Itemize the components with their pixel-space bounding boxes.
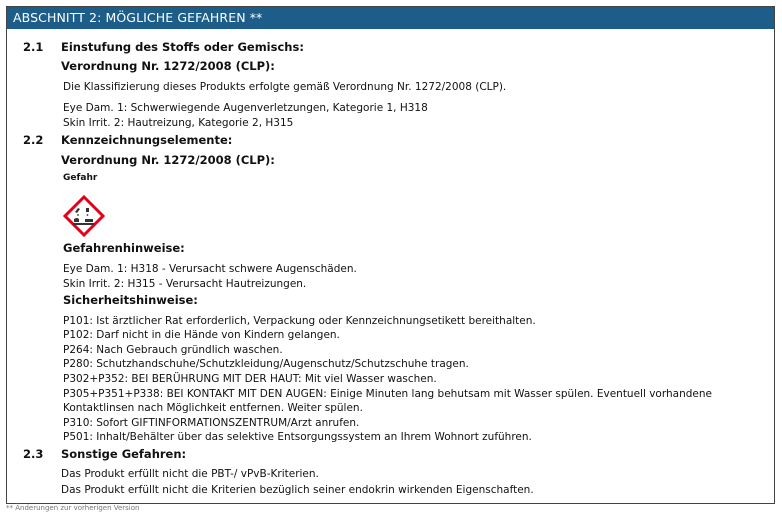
section-title: ABSCHNITT 2: MÖGLICHE GEFAHREN ** (13, 10, 263, 25)
section-header (7, 7, 774, 29)
classification-item: Skin Irrit. 2: Hautreizung, Kategorie 2, H315 (63, 117, 294, 129)
clp-regulation-label: Verordnung Nr. 1272/2008 (CLP): (61, 153, 275, 167)
section-number-2-1: 2.1 (23, 40, 44, 54)
precautionary-statement: P264: Nach Gebrauch gründlich waschen. (63, 344, 283, 356)
precautionary-statement: P302+P352: BEI BERÜHRUNG MIT DER HAUT: Mit viel Wasser waschen. (63, 373, 437, 385)
precautionary-statement: P305+P351+P338: BEI KONTAKT MIT DEN AUGEN: Einige Minuten lang behutsam mit Wasser spülen. Eventuell vorhandene (63, 388, 712, 400)
classification-item: Eye Dam. 1: Schwerwiegende Augenverletzungen, Kategorie 1, H318 (63, 102, 428, 114)
classification-heading: Einstufung des Stoffs oder Gemischs: (61, 40, 304, 54)
pictogram-diamond-border (65, 197, 103, 235)
other-hazards-line: Das Produkt erfüllt nicht die PBT-/ vPvB-Kriterien. (61, 468, 319, 480)
precautionary-statement: P501: Inhalt/Behälter über das selektive Entsorgungssystem an Ihrem Wohnort zuführen. (63, 431, 532, 443)
precautionary-statements-heading: Sicherheitshinweise: (63, 293, 198, 307)
signal-word: Gefahr (63, 173, 98, 183)
hazard-statement: Eye Dam. 1: H318 - Verursacht schwere Augenschäden. (63, 263, 357, 275)
precautionary-statement: P280: Schutzhandschuhe/Schutzkleidung/Augenschutz/Schutzschuhe tragen. (63, 358, 469, 370)
label-elements-heading: Kennzeichnungselemente: (61, 133, 233, 147)
precautionary-statement: P101: Ist ärztlicher Rat erforderlich, Verpackung oder Kennzeichnungsetikett bereithalten. (63, 315, 536, 327)
hazard-statements-heading: Gefahrenhinweise: (63, 241, 185, 255)
precautionary-statement: P102: Darf nicht in die Hände von Kindern gelangen. (63, 329, 340, 341)
other-hazards-heading: Sonstige Gefahren: (61, 447, 187, 461)
clp-regulation-label: Verordnung Nr. 1272/2008 (CLP): (61, 59, 275, 73)
precautionary-statement: P310: Sofort GIFTINFORMATIONSZENTRUM/Arzt anrufen. (63, 417, 360, 429)
sds-section-panel (6, 6, 775, 504)
footer-note: ** Änderungen zur vorherigen Version (6, 504, 140, 512)
ghs05-corrosion-icon (63, 195, 105, 237)
hazard-statement: Skin Irrit. 2: H315 - Verursacht Hautreizungen. (63, 278, 307, 290)
section-number-2-3: 2.3 (23, 447, 44, 461)
section-number-2-2: 2.2 (23, 133, 44, 147)
other-hazards-line: Das Produkt erfüllt nicht die Kriterien bezüglich seiner endokrin wirkenden Eigenschaften. (61, 484, 534, 496)
precautionary-statement-continued: Kontaktlinsen nach Möglichkeit entfernen. Weiter spülen. (63, 402, 363, 414)
classification-intro: Die Klassifizierung dieses Produkts erfolgte gemäß Verordnung Nr. 1272/2008 (CLP). (63, 81, 507, 93)
